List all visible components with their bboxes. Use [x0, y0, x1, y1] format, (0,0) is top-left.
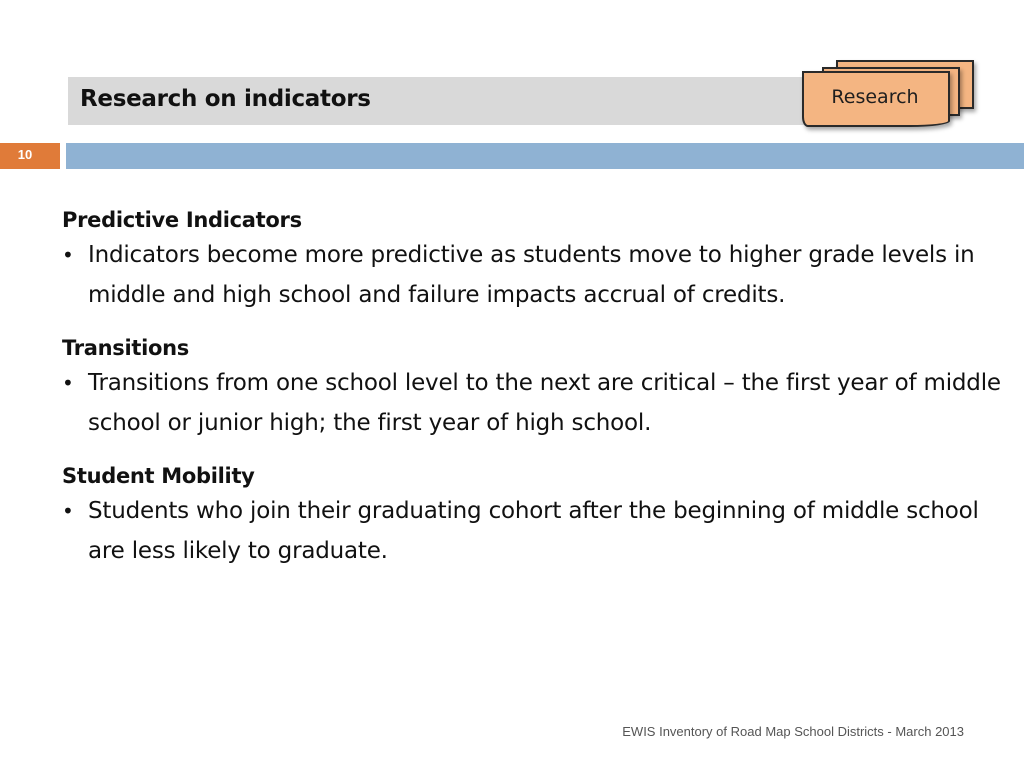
accent-bar	[66, 143, 1024, 169]
section-predictive-indicators	[62, 205, 1002, 315]
bullet-icon: •	[62, 499, 74, 523]
research-badge	[800, 58, 976, 132]
slide-number: 10	[17, 147, 33, 162]
section-transitions	[62, 333, 1002, 443]
bullet-text: Indicators become more predictive as students move to higher grade levels in middle and high school and failure impacts accrual of credits.	[88, 242, 975, 308]
slide-content	[62, 205, 1002, 589]
bullet-icon: •	[62, 371, 74, 395]
slide-title: Research on indicators	[80, 86, 371, 112]
bullet-item	[62, 363, 1002, 443]
bullet-text: Students who join their graduating cohort after the beginning of middle school are less likely to graduate.	[88, 498, 979, 564]
section-heading: Predictive Indicators	[62, 208, 302, 232]
bullet-item	[62, 235, 1002, 315]
bullet-icon: •	[62, 243, 74, 267]
section-student-mobility	[62, 461, 1002, 571]
bullet-item	[62, 491, 1002, 571]
footer-text: EWIS Inventory of Road Map School Districts - March 2013	[622, 724, 964, 739]
section-heading: Student Mobility	[62, 464, 255, 488]
bullet-text: Transitions from one school level to the next are critical – the first year of middle school or junior high; the first year of high school.	[88, 370, 1001, 436]
badge-label: Research	[831, 86, 919, 108]
section-heading: Transitions	[62, 336, 190, 360]
